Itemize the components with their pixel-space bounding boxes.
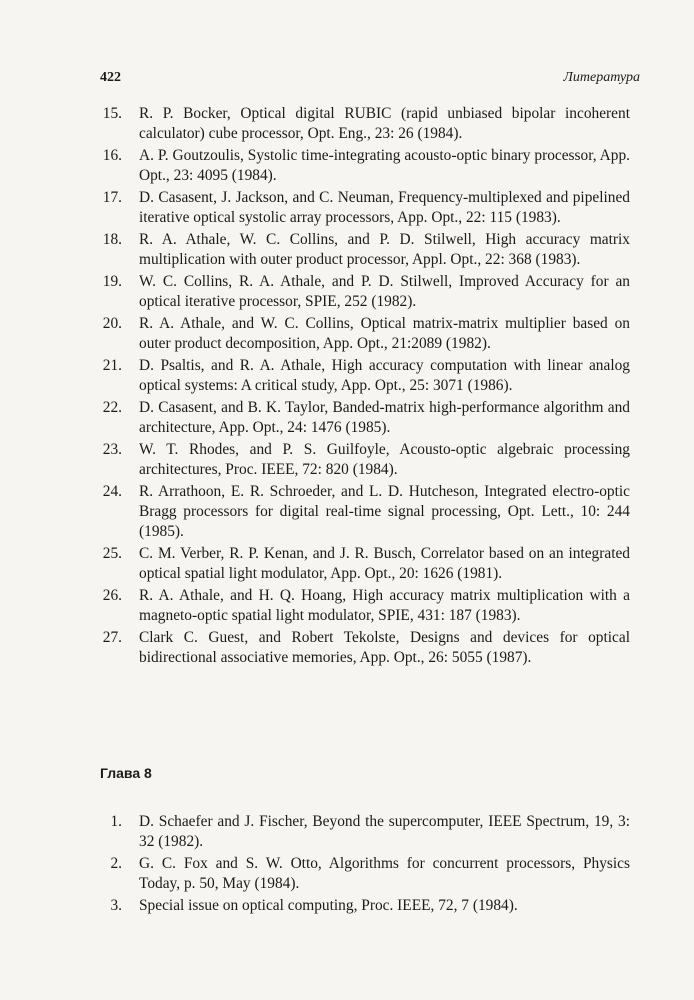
chapter-heading: Глава 8 (100, 765, 152, 781)
reference-text: R. A. Athale, W. C. Collins, and P. D. Stilwell, High accuracy matrix multiplication with outer product processor, Appl. Opt., 22: 368 (1983). (139, 231, 630, 268)
reference-number: 18. (102, 231, 122, 248)
running-title: Литература (563, 70, 640, 85)
reference-text: D. Casasent, J. Jackson, and C. Neuman, Frequency-multiplexed and pipelined iterative optical systolic array processors, App. Opt., 22: 115 (1983). (139, 189, 630, 226)
reference-number: 3. (110, 897, 122, 914)
reference-text: W. C. Collins, R. A. Athale, and P. D. Stilwell, Improved Accuracy for an optical iterative processor, SPIE, 252 (1982). (139, 273, 630, 310)
reference-text: R. A. Athale, and W. C. Collins, Optical matrix-matrix multiplier based on outer product decomposition, App. Opt., 21:2089 (1982). (139, 315, 630, 352)
reference-item (96, 104, 630, 144)
reference-number: 22. (102, 399, 122, 416)
reference-number: 1. (110, 813, 122, 830)
reference-text: D. Casasent, and B. K. Taylor, Banded-matrix high-performance algorithm and architecture, App. Opt., 24: 1476 (1985). (139, 399, 630, 436)
reference-number: 20. (102, 315, 122, 332)
reference-text: Special issue on optical computing, Proc. IEEE, 72, 7 (1984). (139, 897, 518, 914)
reference-item (96, 586, 630, 626)
page-number: 422 (100, 70, 121, 85)
reference-item (96, 440, 630, 480)
reference-text: R. P. Bocker, Optical digital RUBIC (rapid unbiased bipolar incoherent calculator) cube processor, Opt. Eng., 23: 26 (1984). (139, 105, 630, 142)
reference-number: 16. (102, 147, 122, 164)
reference-item (96, 272, 630, 312)
reference-text: Clark C. Guest, and Robert Tekolste, Designs and devices for optical bidirectional associative memories, App. Opt., 26: 5055 (1987). (139, 629, 630, 666)
reference-text: D. Schaefer and J. Fischer, Beyond the supercomputer, IEEE Spectrum, 19, 3: 32 (1982). (139, 813, 630, 850)
reference-item (96, 854, 630, 894)
reference-text: G. C. Fox and S. W. Otto, Algorithms for concurrent processors, Physics Today, p. 50, May (1984). (139, 855, 630, 892)
reference-number: 2. (110, 855, 122, 872)
reference-list-chapter-7 (96, 104, 630, 670)
reference-item (96, 482, 630, 542)
reference-text: A. P. Goutzoulis, Systolic time-integrating acousto-optic binary processor, App. Opt., 23: 4095 (1984). (139, 147, 630, 184)
reference-item (96, 314, 630, 354)
reference-number: 21. (102, 357, 122, 374)
reference-text: R. Arrathoon, E. R. Schroeder, and L. D. Hutcheson, Integrated electro-optic Bragg processors for digital real-time signal processing, Opt. Lett., 10: 244 (1985). (139, 483, 630, 540)
reference-number: 15. (102, 105, 122, 122)
reference-item (96, 544, 630, 584)
reference-number: 19. (102, 273, 122, 290)
reference-text: C. M. Verber, R. P. Kenan, and J. R. Busch, Correlator based on an integrated optical spatial light modulator, App. Opt., 20: 1626 (1981). (139, 545, 630, 582)
reference-item (96, 896, 630, 916)
page-header (100, 70, 640, 90)
reference-item (96, 398, 630, 438)
reference-text: R. A. Athale, and H. Q. Hoang, High accuracy matrix multiplication with a magneto-optic spatial light modulator, SPIE, 431: 187 (1983). (139, 587, 630, 624)
reference-number: 25. (102, 545, 122, 562)
reference-list-chapter-8 (96, 812, 630, 918)
reference-text: W. T. Rhodes, and P. S. Guilfoyle, Acousto-optic algebraic processing architectures, Proc. IEEE, 72: 820 (1984). (139, 441, 630, 478)
reference-item (96, 356, 630, 396)
reference-item (96, 146, 630, 186)
reference-item (96, 628, 630, 668)
reference-item (96, 230, 630, 270)
reference-item (96, 812, 630, 852)
reference-number: 17. (102, 189, 122, 206)
reference-number: 26. (102, 587, 122, 604)
reference-text: D. Psaltis, and R. A. Athale, High accuracy computation with linear analog optical systems: A critical study, App. Opt., 25: 3071 (1986). (139, 357, 630, 394)
reference-number: 24. (102, 483, 122, 500)
reference-number: 23. (102, 441, 122, 458)
reference-number: 27. (102, 629, 122, 646)
reference-item (96, 188, 630, 228)
